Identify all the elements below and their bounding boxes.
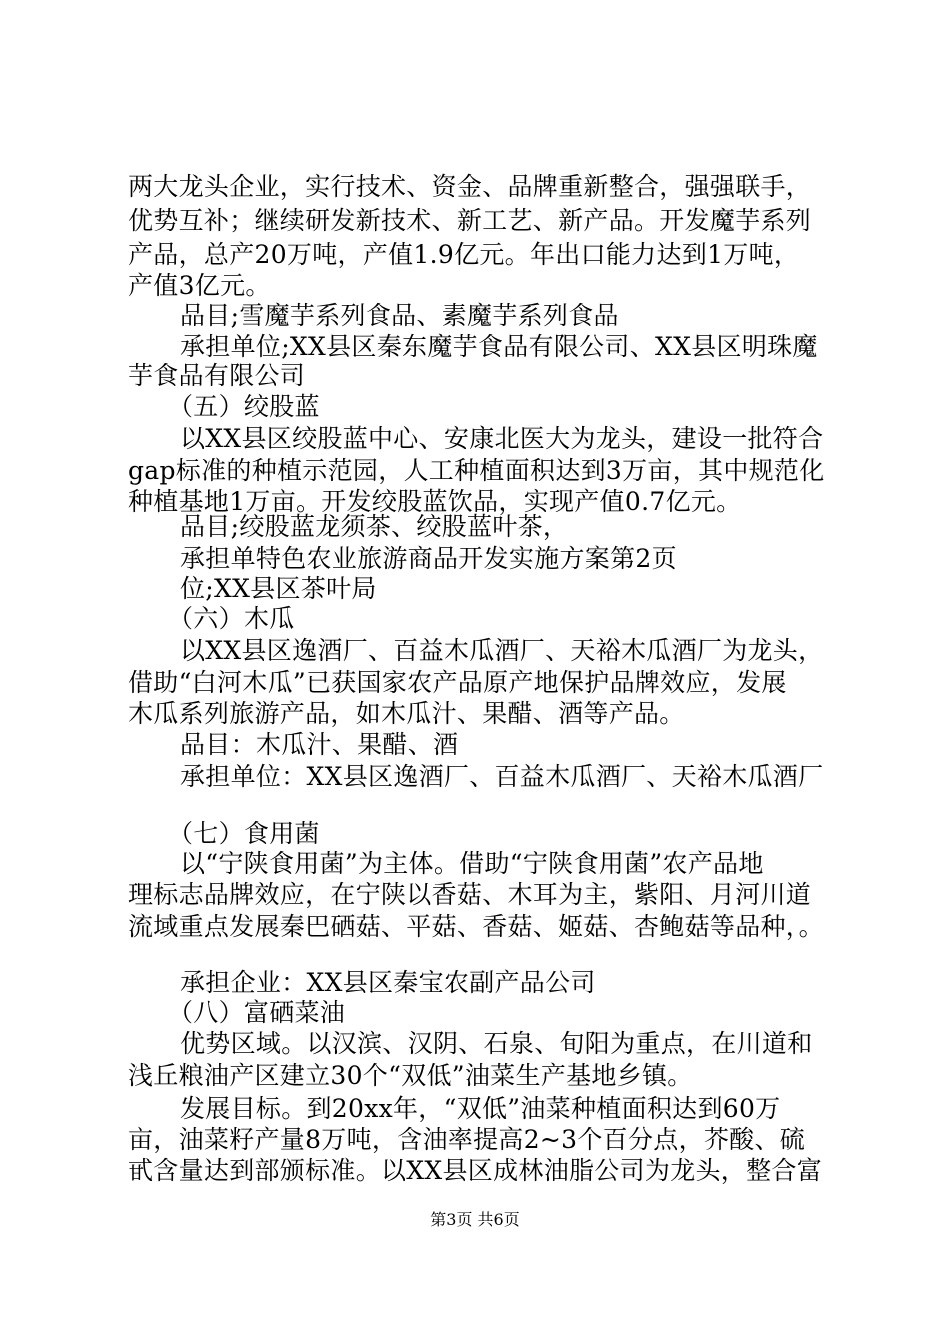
text-line: 浅丘粮油产区建立30个“双低”油菜生产基地乡镇。	[128, 1061, 693, 1090]
text-line: 甙含量达到部颁标准。以XX县区成林油脂公司为龙头，整合富	[128, 1156, 822, 1185]
text-line: 承担单位;XX县区秦东魔芋食品有限公司、XX县区明珠魔	[180, 332, 818, 361]
text-line: 品目;绞股蓝龙须茶、绞股蓝叶茶，	[180, 512, 569, 541]
text-line: 承担企业：XX县区秦宝农副产品公司	[180, 968, 596, 997]
section-heading: （五）绞股蓝	[168, 392, 320, 421]
section-heading: （八）富硒菜油	[168, 998, 346, 1027]
text-line: 品目：木瓜汁、果醋、酒	[180, 730, 459, 759]
text-line: 亩，油菜籽产量8万吨，含油率提高2~3个百分点，芥酸、硫	[128, 1125, 806, 1154]
section-heading: （六）木瓜	[168, 604, 295, 633]
section-heading: （七）食用菌	[168, 819, 320, 848]
text-line: 位;XX县区茶叶局	[180, 574, 377, 603]
text-line: 木瓜系列旅游产品，如木瓜汁、果醋、酒等产品。	[128, 699, 685, 728]
text-line: 发展目标。到20xx年，“双低”油菜种植面积达到60万	[180, 1094, 781, 1123]
text-line: gap标准的种植示范园，人工种植面积达到3万亩，其中规范化	[128, 456, 825, 485]
text-line: 理标志品牌效应，在宁陕以香菇、木耳为主，紫阳、月河川道	[128, 880, 812, 909]
text-line: 品目;雪魔芋系列食品、素魔芋系列食品	[180, 301, 619, 330]
text-line: 产值3亿元。	[128, 271, 271, 300]
text-line: 产品，总产20万吨，产值1.9亿元。年出口能力达到1万吨，	[128, 240, 800, 269]
text-line: 优势区域。以汉滨、汉阴、石泉、旬阳为重点，在川道和	[180, 1029, 813, 1058]
text-line: 优势互补；继续研发新技术、新工艺、新产品。开发魔芋系列	[128, 206, 812, 235]
text-line: 以“宁陕食用菌”为主体。借助“宁陕食用菌”农产品地	[180, 849, 764, 878]
text-line: 两大龙头企业，实行技术、资金、品牌重新整合，强强联手，	[128, 172, 812, 201]
text-line: 以XX县区绞股蓝中心、安康北医大为龙头，建设一批符合	[180, 424, 824, 453]
text-line: 流域重点发展秦巴硒菇、平菇、香菇、姬菇、杏鲍菇等品种，。	[128, 912, 824, 941]
text-line: 承担单特色农业旅游商品开发实施方案第2页	[180, 544, 677, 573]
text-line: 借助“白河木瓜”已获国家农产品原产地保护品牌效应，发展	[128, 668, 787, 697]
text-line: 以XX县区逸酒厂、百益木瓜酒厂、天裕木瓜酒厂为龙头，	[180, 636, 824, 665]
text-line: 种植基地1万亩。开发绞股蓝饮品，实现产值0.7亿元。	[128, 487, 742, 516]
page-footer: 第3页 共6页	[430, 1210, 520, 1229]
text-line: 芋食品有限公司	[128, 361, 306, 390]
text-line: 承担单位：XX县区逸酒厂、百益木瓜酒厂、天裕木瓜酒厂	[180, 762, 824, 791]
